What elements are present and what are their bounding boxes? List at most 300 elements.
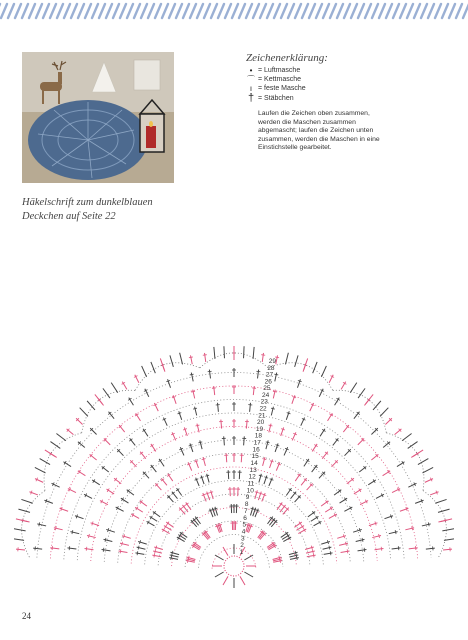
picot-stitch bbox=[253, 347, 254, 359]
scallop-edge bbox=[386, 433, 424, 491]
stitch-crossbar bbox=[156, 546, 157, 550]
stitch-mark bbox=[358, 438, 364, 444]
picot-stitch bbox=[295, 355, 298, 366]
round-label: 19 bbox=[255, 425, 264, 433]
stitch-mark bbox=[244, 436, 245, 445]
picot-stitch bbox=[111, 383, 118, 393]
stitch-mark bbox=[190, 355, 192, 364]
border-stroke bbox=[1, 4, 7, 18]
picot-stitch bbox=[180, 353, 183, 365]
stitch-mark bbox=[333, 438, 339, 445]
round-label: 15 bbox=[251, 453, 259, 461]
picot-stitch bbox=[442, 529, 454, 531]
stitch-mark bbox=[239, 470, 240, 479]
picot-stitch bbox=[244, 346, 245, 358]
border-stroke bbox=[246, 4, 252, 18]
legend-row bbox=[246, 93, 436, 104]
stitch-crossbar bbox=[330, 551, 331, 555]
border-stroke bbox=[162, 4, 168, 18]
picot-stitch bbox=[151, 362, 155, 373]
stitch-crossbar bbox=[193, 408, 197, 409]
stitch-mark bbox=[253, 386, 254, 395]
border-stroke bbox=[456, 4, 462, 18]
round-label: 21 bbox=[258, 412, 266, 420]
stitch-mark bbox=[186, 502, 191, 509]
stitch-crossbar bbox=[362, 538, 363, 542]
stitch-crossbar bbox=[269, 425, 273, 426]
stitch-mark bbox=[109, 412, 115, 419]
border-stroke bbox=[176, 4, 182, 18]
picot-stitch bbox=[438, 509, 450, 512]
stitch-crossbar bbox=[261, 355, 265, 356]
legend-row bbox=[246, 84, 436, 93]
border-stroke bbox=[351, 4, 357, 18]
stitch-crossbar bbox=[189, 357, 193, 358]
border-stroke bbox=[428, 4, 434, 18]
stitch-mark bbox=[334, 490, 341, 495]
stitch-crossbar bbox=[271, 408, 275, 409]
stitch-crossbar bbox=[103, 548, 104, 552]
border-stroke bbox=[15, 4, 21, 18]
stitch-crossbar bbox=[196, 425, 200, 426]
stitch-crossbar bbox=[412, 526, 413, 530]
round-label: 6 bbox=[243, 514, 247, 522]
border-stroke bbox=[463, 4, 468, 18]
stitch-mark bbox=[119, 551, 128, 552]
chain-arc bbox=[172, 507, 297, 566]
stitch-crossbar bbox=[329, 546, 330, 550]
stitch-mark bbox=[76, 418, 82, 424]
stitch-mark bbox=[295, 495, 301, 502]
round-label: 13 bbox=[249, 466, 257, 474]
border-stroke bbox=[358, 4, 364, 18]
border-stroke bbox=[183, 4, 189, 18]
border-stroke bbox=[43, 4, 49, 18]
stitch-crossbar bbox=[346, 542, 347, 546]
stitch-crossbar bbox=[205, 475, 209, 476]
stitch-mark bbox=[221, 420, 222, 429]
stitch-crossbar bbox=[395, 530, 396, 534]
stitch-mark bbox=[151, 465, 157, 472]
chain-stitch-symbol: • bbox=[249, 66, 253, 75]
round-label: 23 bbox=[260, 398, 268, 406]
stitch-crossbar bbox=[86, 547, 87, 551]
stitch-crossbar bbox=[123, 534, 124, 538]
border-stroke bbox=[330, 4, 336, 18]
stitch-mark bbox=[143, 472, 149, 479]
border-stroke bbox=[204, 4, 210, 18]
round-label: 3 bbox=[240, 535, 245, 543]
border-stroke bbox=[113, 4, 119, 18]
border-stroke bbox=[260, 4, 266, 18]
round-label: 16 bbox=[252, 446, 260, 454]
stitch-mark bbox=[283, 508, 289, 515]
stitch-mark bbox=[205, 353, 206, 362]
border-stroke bbox=[141, 4, 147, 18]
center-stitch bbox=[215, 555, 224, 560]
round-label: 26 bbox=[264, 378, 272, 386]
stitch-mark bbox=[443, 549, 452, 550]
stitch-mark bbox=[33, 548, 42, 549]
picot-stitch bbox=[313, 362, 317, 373]
stitch-mark bbox=[262, 353, 263, 362]
picot-stitch bbox=[142, 366, 147, 377]
page-number: 24 bbox=[22, 611, 31, 621]
center-stitch bbox=[244, 555, 253, 560]
stitch-crossbar bbox=[255, 492, 259, 493]
stitch-mark bbox=[332, 460, 338, 467]
stitch-crossbar bbox=[209, 492, 213, 493]
stitch-mark bbox=[104, 438, 110, 444]
border-stroke bbox=[127, 4, 133, 18]
round-label: 27 bbox=[265, 371, 274, 379]
stitch-crossbar bbox=[381, 547, 382, 551]
stitch-mark bbox=[179, 508, 185, 515]
slip-stitch-symbol: ⌒ bbox=[247, 75, 255, 84]
picot-stitch bbox=[35, 467, 46, 472]
single-crochet-symbol: ı bbox=[249, 84, 253, 93]
stitch-mark bbox=[426, 548, 435, 549]
stitch-mark bbox=[209, 370, 210, 379]
border-stroke bbox=[344, 4, 350, 18]
stitch-mark bbox=[130, 460, 136, 467]
stitch-mark bbox=[322, 452, 328, 459]
stitch-crossbar bbox=[428, 522, 429, 526]
stitch-mark bbox=[153, 512, 160, 517]
border-stroke bbox=[316, 4, 322, 18]
stitch-mark bbox=[85, 548, 94, 549]
border-stroke bbox=[393, 4, 399, 18]
stitch-crossbar bbox=[88, 534, 89, 538]
border-stroke bbox=[8, 4, 14, 18]
stitch-crossbar bbox=[311, 546, 312, 550]
stitch-mark bbox=[345, 449, 351, 455]
stitch-mark bbox=[16, 549, 25, 550]
chain-arc bbox=[77, 413, 390, 560]
picot-stitch bbox=[380, 408, 388, 417]
stitch-mark bbox=[246, 420, 247, 429]
stitch-crossbar bbox=[155, 550, 156, 554]
picot-stitch bbox=[418, 459, 428, 465]
stitch-crossbar bbox=[327, 540, 328, 544]
round-label: 20 bbox=[257, 419, 265, 427]
stitch-crossbar bbox=[214, 508, 218, 509]
stitch-mark bbox=[241, 453, 242, 462]
stitch-mark bbox=[167, 495, 173, 502]
picot-stitch bbox=[358, 388, 365, 398]
stitch-mark bbox=[102, 550, 111, 551]
stitch-mark bbox=[130, 438, 136, 445]
stitch-mark bbox=[117, 449, 123, 455]
stitch-mark bbox=[140, 452, 146, 459]
picot-stitch bbox=[224, 346, 225, 358]
border-stroke bbox=[267, 4, 273, 18]
picot-stitch bbox=[14, 529, 26, 531]
round-label: 1 bbox=[239, 549, 244, 557]
border-stroke bbox=[148, 4, 154, 18]
stitch-mark bbox=[140, 501, 147, 506]
border-stroke bbox=[99, 4, 105, 18]
round-label: 24 bbox=[261, 391, 270, 399]
stitch-crossbar bbox=[105, 538, 106, 542]
stitch-crossbar bbox=[191, 391, 195, 392]
round-label: 22 bbox=[259, 405, 267, 413]
picot-stitch bbox=[170, 355, 173, 366]
border-stroke bbox=[169, 4, 175, 18]
center-stitch bbox=[244, 572, 253, 577]
stitch-crossbar bbox=[218, 525, 222, 526]
symbol-legend bbox=[246, 54, 436, 153]
border-stroke bbox=[29, 4, 35, 18]
stitch-mark bbox=[271, 520, 277, 527]
border-stroke bbox=[414, 4, 420, 18]
border-stroke bbox=[197, 4, 203, 18]
round-label: 5 bbox=[242, 521, 247, 529]
stitch-crossbar bbox=[262, 459, 266, 460]
stitch-mark bbox=[67, 429, 74, 435]
round-label: 29 bbox=[268, 358, 276, 366]
stitch-mark bbox=[119, 425, 125, 432]
border-stroke bbox=[435, 4, 441, 18]
border-stroke bbox=[337, 4, 343, 18]
stitch-crossbar bbox=[72, 530, 73, 534]
legend-note: Laufen die Zeichen oben zusammen, werden die Maschen zusammen abgemascht; laufen die Zeichen unten zusammen, werden die Maschen in eine Einstichstelle gearbeitet. bbox=[258, 110, 380, 152]
picot-stitch bbox=[103, 388, 110, 398]
stitch-crossbar bbox=[398, 546, 399, 550]
border-stroke bbox=[22, 4, 28, 18]
border-stroke bbox=[78, 4, 84, 18]
stitch-crossbar bbox=[138, 546, 139, 550]
scallop-edge bbox=[135, 363, 200, 391]
stitch-crossbar bbox=[312, 550, 313, 554]
border-stroke bbox=[302, 4, 308, 18]
border-stroke bbox=[288, 4, 294, 18]
border-stroke bbox=[400, 4, 406, 18]
legend-label: = feste Masche bbox=[258, 85, 306, 92]
center-stitch bbox=[223, 576, 228, 585]
stitch-mark bbox=[291, 492, 297, 499]
stitch-mark bbox=[218, 403, 219, 412]
border-stroke bbox=[155, 4, 161, 18]
picot-stitch bbox=[285, 353, 288, 365]
picot-stitch bbox=[80, 408, 88, 417]
stitch-mark bbox=[155, 483, 161, 490]
stitch-mark bbox=[371, 428, 377, 434]
stitch-mark bbox=[152, 555, 161, 557]
round-label: 28 bbox=[267, 364, 275, 372]
border-stroke bbox=[225, 4, 231, 18]
round-label: 9 bbox=[245, 494, 250, 502]
round-label: 14 bbox=[250, 460, 258, 468]
stitch-mark bbox=[392, 548, 401, 549]
stitch-mark bbox=[169, 558, 178, 560]
round-label: 25 bbox=[263, 385, 271, 393]
stitch-mark bbox=[50, 548, 59, 549]
border-stroke bbox=[372, 4, 378, 18]
stitch-mark bbox=[114, 478, 121, 483]
stitch-mark bbox=[102, 466, 109, 472]
picot-stitch bbox=[160, 358, 164, 369]
border-stroke bbox=[386, 4, 392, 18]
picot-stitch bbox=[16, 519, 28, 522]
stitch-mark bbox=[312, 465, 318, 472]
border-stroke bbox=[120, 4, 126, 18]
border-stroke bbox=[92, 4, 98, 18]
stitch-crossbar bbox=[296, 556, 297, 560]
stitch-mark bbox=[383, 442, 390, 448]
border-stroke bbox=[295, 4, 301, 18]
stitch-mark bbox=[358, 550, 367, 551]
picot-stitch bbox=[214, 347, 215, 359]
stitch-mark bbox=[277, 502, 282, 509]
stitch-mark bbox=[228, 470, 229, 479]
stitch-mark bbox=[395, 429, 402, 435]
stitch-mark bbox=[324, 553, 333, 555]
picot-stitch bbox=[21, 499, 32, 503]
stitch-mark bbox=[341, 551, 350, 552]
picot-stitch bbox=[422, 467, 433, 472]
border-stroke bbox=[421, 4, 427, 18]
decorative-top-border bbox=[0, 0, 468, 22]
stitch-mark bbox=[67, 548, 76, 549]
stitch-mark bbox=[182, 505, 188, 512]
stitch-mark bbox=[409, 548, 418, 549]
stitch-mark bbox=[90, 454, 97, 460]
stitch-mark bbox=[307, 555, 316, 557]
stitch-mark bbox=[135, 553, 144, 555]
round-label: 18 bbox=[254, 432, 262, 440]
stitch-mark bbox=[359, 466, 366, 472]
card bbox=[134, 60, 160, 90]
stitch-mark bbox=[127, 490, 134, 495]
border-stroke bbox=[106, 4, 112, 18]
stitch-mark bbox=[385, 418, 391, 424]
stitch-crossbar bbox=[364, 548, 365, 552]
center-stitch bbox=[215, 572, 224, 577]
legend-label: = Kettmasche bbox=[258, 76, 301, 83]
stitch-crossbar bbox=[172, 551, 173, 555]
border-stroke bbox=[232, 4, 238, 18]
border-stroke bbox=[211, 4, 217, 18]
legend-label: = Luftmasche bbox=[258, 67, 301, 74]
picot-stitch bbox=[435, 499, 446, 503]
stitch-crossbar bbox=[137, 551, 138, 555]
round-label: 17 bbox=[253, 439, 261, 447]
picot-stitch bbox=[402, 433, 412, 440]
border-stroke bbox=[218, 4, 224, 18]
stitch-crossbar bbox=[154, 553, 155, 557]
stitch-crossbar bbox=[266, 442, 270, 443]
picot-stitch bbox=[304, 358, 308, 369]
stitch-mark bbox=[307, 483, 313, 490]
border-stroke bbox=[442, 4, 448, 18]
stitch-crossbar bbox=[120, 549, 121, 553]
stitch-mark bbox=[371, 454, 378, 460]
legend-title: Zeichenerklärung: bbox=[246, 52, 328, 64]
stitch-mark bbox=[308, 512, 315, 517]
round-label: 8 bbox=[244, 501, 249, 509]
stitch-mark bbox=[319, 472, 325, 479]
border-stroke bbox=[281, 4, 287, 18]
stitch-mark bbox=[224, 436, 225, 445]
stitch-mark bbox=[226, 453, 227, 462]
legend-label: = Stäbchen bbox=[258, 95, 294, 102]
border-stroke bbox=[365, 4, 371, 18]
border-stroke bbox=[239, 4, 245, 18]
picot-stitch bbox=[56, 433, 66, 440]
stitch-mark bbox=[321, 501, 328, 506]
stitch-mark bbox=[172, 492, 178, 499]
round-label: 10 bbox=[246, 487, 254, 495]
border-stroke bbox=[449, 4, 455, 18]
round-label: 11 bbox=[247, 480, 255, 488]
crochet-diagram bbox=[14, 222, 454, 622]
center-stitch bbox=[223, 547, 228, 556]
stitch-crossbar bbox=[343, 534, 344, 538]
stitch-mark bbox=[290, 558, 299, 560]
stitch-crossbar bbox=[313, 553, 314, 557]
legend-row bbox=[246, 66, 436, 75]
diagram-caption: Häkelschrift zum dunkelblauen Deckchen auf Seite 22 bbox=[22, 197, 153, 222]
stitch-mark bbox=[343, 425, 349, 432]
border-stroke bbox=[309, 4, 315, 18]
stitch-mark bbox=[250, 403, 251, 412]
stitch-mark bbox=[214, 386, 215, 395]
border-stroke bbox=[253, 4, 259, 18]
stitch-crossbar bbox=[190, 374, 194, 375]
picot-stitch bbox=[40, 459, 50, 465]
start-ring bbox=[224, 556, 244, 576]
stitch-crossbar bbox=[202, 459, 206, 460]
stitch-crossbar bbox=[39, 522, 40, 526]
legend-row bbox=[246, 75, 436, 84]
stitch-crossbar bbox=[198, 442, 202, 443]
stitch-crossbar bbox=[203, 355, 207, 356]
stitch-crossbar bbox=[69, 546, 70, 550]
picot-stitch bbox=[350, 383, 357, 393]
picot-stitch bbox=[18, 509, 30, 512]
border-stroke bbox=[379, 4, 385, 18]
stitch-mark bbox=[280, 505, 286, 512]
stitch-crossbar bbox=[122, 542, 123, 546]
double-crochet-symbol: † bbox=[247, 92, 255, 104]
border-stroke bbox=[50, 4, 56, 18]
doily-photo bbox=[22, 52, 174, 183]
border-stroke bbox=[274, 4, 280, 18]
border-stroke bbox=[71, 4, 77, 18]
stitch-mark bbox=[354, 412, 360, 419]
round-label: 12 bbox=[248, 473, 256, 481]
stitch-mark bbox=[258, 370, 259, 379]
stitch-crossbar bbox=[274, 374, 278, 375]
stitch-mark bbox=[78, 442, 85, 448]
stitch-mark bbox=[375, 548, 384, 549]
border-stroke bbox=[190, 4, 196, 18]
round-label: 4 bbox=[241, 528, 246, 536]
border-stroke bbox=[134, 4, 140, 18]
stitch-crossbar bbox=[259, 475, 263, 476]
scallop-edge bbox=[44, 433, 82, 491]
stitch-crossbar bbox=[347, 549, 348, 553]
picot-stitch bbox=[321, 366, 326, 377]
stitch-mark bbox=[161, 478, 167, 485]
picot-stitch bbox=[440, 519, 452, 522]
border-stroke bbox=[85, 4, 91, 18]
round-label: 7 bbox=[244, 507, 248, 515]
border-stroke bbox=[36, 4, 42, 18]
border-stroke bbox=[407, 4, 413, 18]
stitch-mark bbox=[301, 478, 307, 485]
